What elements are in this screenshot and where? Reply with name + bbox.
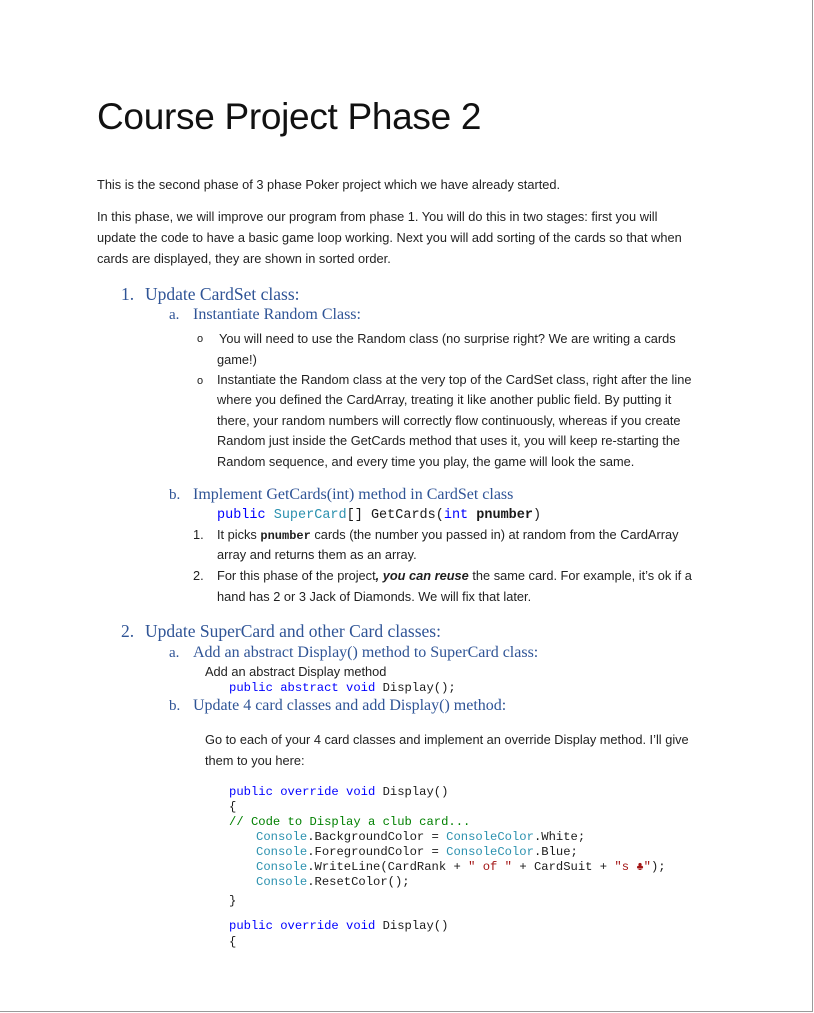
- bullet-icon: o: [197, 333, 204, 345]
- section-1b-heading: Implement GetCards(int) method in CardSet class: [193, 486, 514, 503]
- code-line: Console.ResetColor();: [256, 875, 410, 889]
- abstract-display-code: public abstract void Display();: [229, 681, 456, 695]
- section-2-heading: Update SuperCard and other Card classes:: [145, 621, 441, 641]
- item-2-line-2: hand has 2 or 3 Jack of Diamonds. We will fix that later.: [217, 589, 532, 604]
- code-line: }: [229, 894, 237, 908]
- section-1-number: 1.: [121, 284, 135, 304]
- intro-paragraph-2-line-2: update the code to have a basic game loop working. Next you will add sorting of the cards so that when: [97, 230, 682, 245]
- section-2b-heading: Update 4 card classes and add Display() method:: [193, 697, 507, 714]
- section-2-number: 2.: [121, 621, 135, 641]
- bullet-1-line-2: game!): [217, 352, 257, 367]
- code-comment: // Code to Display a club card...: [229, 815, 471, 829]
- list-number: 1.: [193, 527, 204, 542]
- list-number: 2.: [193, 568, 204, 583]
- code-line: public override void Display(): [229, 785, 449, 799]
- bullet-2-line-3: there, your random numbers will correctly flow continuously, whereas if you create: [217, 413, 681, 428]
- section-2a-text: Add an abstract Display method: [205, 664, 387, 679]
- section-2b-number: b.: [169, 698, 181, 714]
- bullet-1-line-1: You will need to use the Random class (no surprise right? We are writing a cards: [219, 331, 676, 346]
- section-2a-number: a.: [169, 645, 180, 661]
- code-line: Console.ForegroundColor = ConsoleColor.Blue;: [256, 845, 578, 859]
- getcards-signature: public SuperCard[] GetCards(int pnumber): [217, 508, 542, 523]
- page-title: Course Project Phase 2: [97, 96, 482, 137]
- code-line: Console.BackgroundColor = ConsoleColor.White;: [256, 830, 586, 844]
- item-1-line-1: It picks pnumber cards (the number you passed in) at random from the CardArray: [217, 527, 679, 543]
- section-2a-heading: Add an abstract Display() method to SuperCard class:: [193, 644, 539, 661]
- bullet-2-line-2: where you defined the CardArray, treating it like another public field. By putting it: [217, 392, 672, 407]
- bullet-2-line-1: Instantiate the Random class at the very top of the CardSet class, right after the line: [217, 372, 692, 387]
- bullet-2-line-4: Random just inside the GetCards method that uses it, you will keep re-starting the: [217, 433, 681, 448]
- section-1a-heading: Instantiate Random Class:: [193, 306, 361, 323]
- intro-paragraph-2-line-1: In this phase, we will improve our program from phase 1. You will do this in two stages: first you will: [97, 209, 658, 224]
- bullet-icon: o: [197, 375, 204, 387]
- section-2b-text-line-2: them to you here:: [205, 753, 305, 768]
- section-1a-number: a.: [169, 307, 180, 323]
- code-line: {: [229, 800, 237, 814]
- section-1b-number: b.: [169, 487, 181, 503]
- intro-paragraph-2-line-3: cards are displayed, they are shown in sorted order.: [97, 251, 391, 266]
- bullet-2-line-5: Random sequence, and every time you play, the game will look the same.: [217, 454, 635, 469]
- section-1-heading: Update CardSet class:: [145, 284, 300, 304]
- code-line: Console.WriteLine(CardRank + " of " + CardSuit + "s ♣");: [256, 860, 666, 874]
- intro-paragraph-1: This is the second phase of 3 phase Poker project which we have already started.: [97, 177, 561, 192]
- section-2b-text-line-1: Go to each of your 4 card classes and implement an override Display method. I’ll give: [205, 732, 689, 747]
- code-line: {: [229, 935, 237, 949]
- item-2-line-1: For this phase of the project, you can reuse the same card. For example, it’s ok if a: [217, 568, 692, 583]
- item-1-line-2: array and returns them as an array.: [217, 547, 417, 562]
- code-line: public override void Display(): [229, 919, 449, 933]
